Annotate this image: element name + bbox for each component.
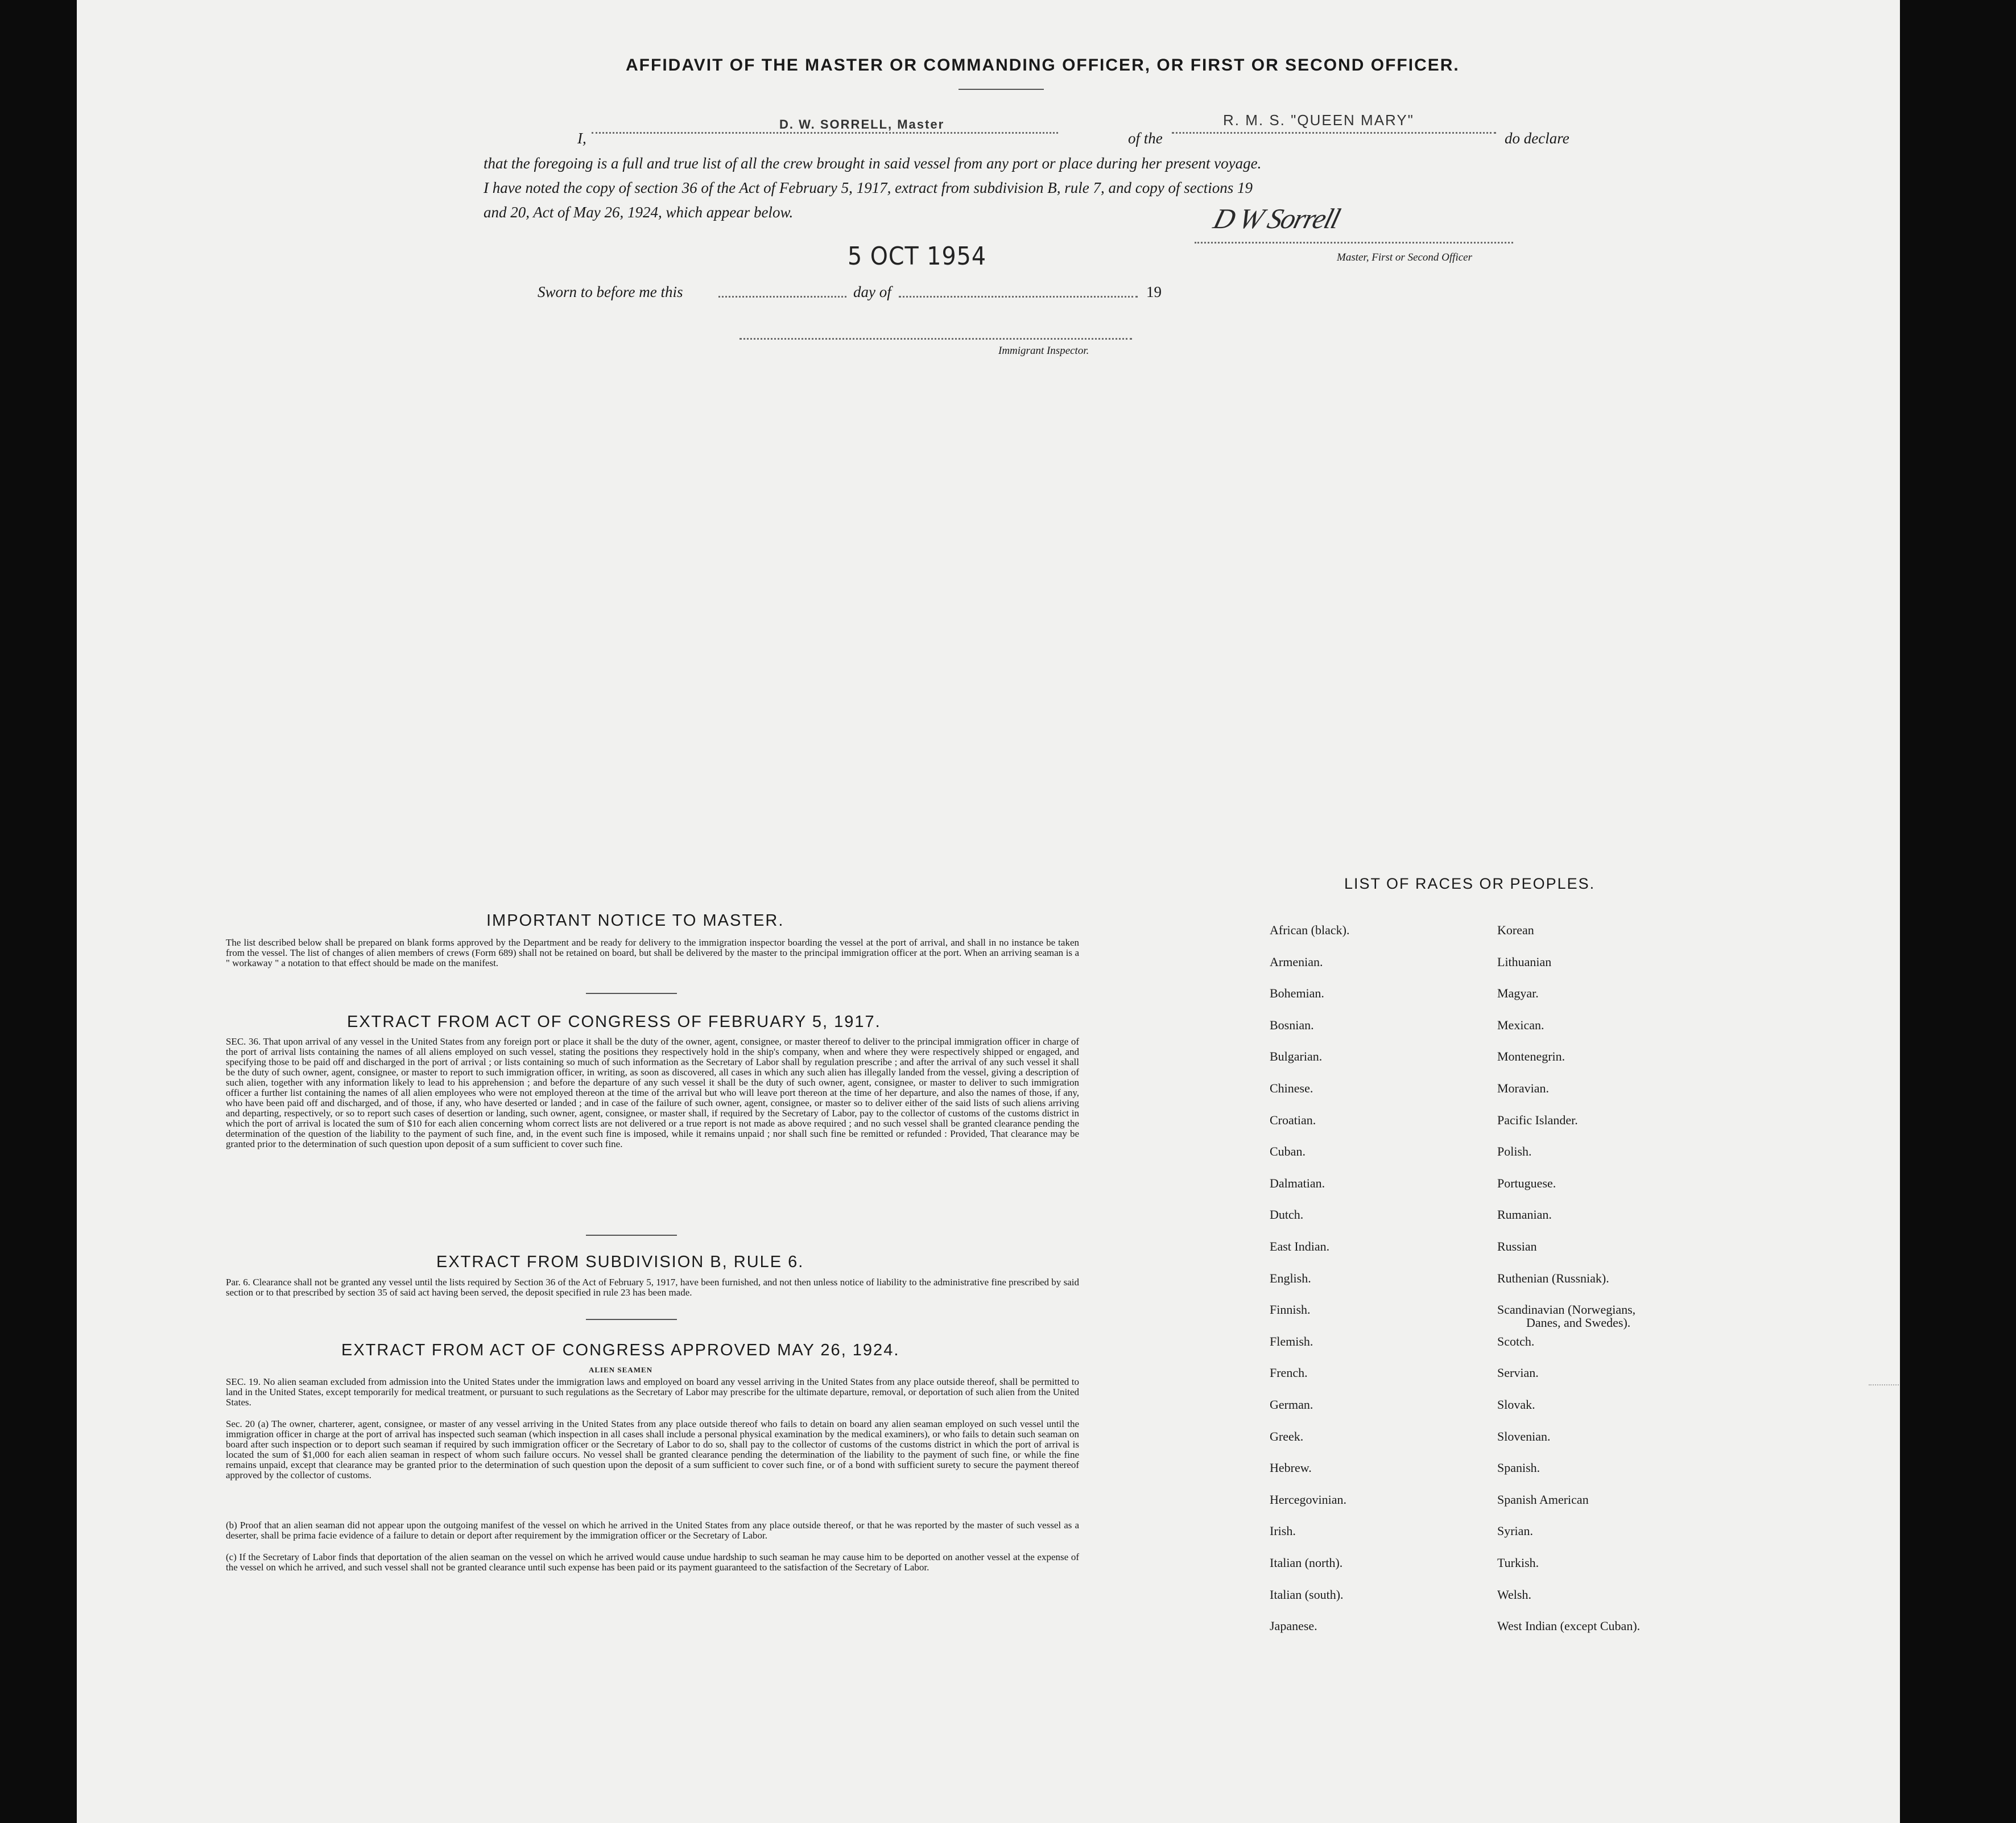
extract-1917-rule <box>586 1235 677 1236</box>
extract-1917-body: SEC. 36. That upon arrival of any vessel in the United States from any foreign port or place it shall be the duty of the owner, agent, consignee, or master thereof to deliver to the principal immigration officer in charge of the port of arrival lists containing the names of all aliens employed on such vessel, stating the positions they respectively hold in the ship's company, when and where they were respectively shipped or engaged, and specifying those to be paid off and discharged in the port of arrival ; or lists containing so much of such information as the Secretary of Labor shall by regulation prescribe ; and after the arrival of any such vessel it shall be the duty of such owner, agent, consignee, or master to report to such immigration officer, in writing, as soon as discovered, all cases in which any such alien has illegally landed from the vessel, giving a description of such alien, together with any information likely to lead to his apprehension ; and before the departure of any such vessel it shall be the duty of such owner, agent, consignee, or master to deliver to such immigration officer a further list containing the names of all alien employees who were not employed thereon at the time of the arrival but who will leave port thereon at the time of her departure, and also the names of those, if any, who have been paid off and discharged, and of those, if any, who have deserted or landed ; and in case of the failure of such owner, agent, consignee, or master so to deliver either of the said lists of such aliens arriving and departing, respectively, or so to report such cases of desertion or landing, such owner, agent, consignee, or master shall, if required by the Secretary of Labor, pay to the collector of customs of the customs district in which the port of arrival is located the sum of $10 for each alien concerning whom correct lists are not delivered or a true report is not made as above required ; and no such vessel shall be granted clearance pending the determination of the question of the liability to the payment of such fine, and, in the event such fine is imposed, while it remains unpaid ; nor shall such fine be remitted or refunded : Provided, That clearance may be granted prior to the determination of such question upon deposit of a sum sufficient to cover such fine. <box>226 1036 1079 1149</box>
race-item-right: Syrian. <box>1497 1524 1533 1538</box>
affidavit-line-1: that the foregoing is a full and true list of all the crew brought in said vessel from any port or place during her present voyage. <box>484 155 1262 172</box>
race-item-right: Turkish. <box>1497 1556 1539 1570</box>
punch-hole <box>1919 569 1949 602</box>
extract-1924-sec20a: Sec. 20 (a) The owner, charterer, agent, consignee, or master of any vessel arriving in the United States from any place outside thereof who fails to detain on board any alien seaman employed on such vessel until the immigration officer in charge at the port of arrival has inspected such seaman (which inspection in all cases shall include a personal physical examination by the medical examiners), or who fails to detain such seaman on board after such inspection or to deport such seaman if required by such immigration officer or the Secretary of Labor to do so, shall pay to the collector of customs of the customs district in which the port of arrival is located the sum of $1,000 for each alien seaman in respect of whom such failure occurs. No vessel shall be granted clearance pending the determination of the liability to the payment of such fine, or while the fine remains unpaid, except that clearance may be granted prior to the determination of such question upon the deposit of a sum sufficient to cover such fine, or of a bond with sufficient surety to secure the payment thereof approved by the collector of customs. <box>226 1418 1079 1480</box>
race-item-right: Pacific Islander. <box>1497 1113 1578 1127</box>
master-caption: Master, First or Second Officer <box>1337 251 1473 263</box>
race-item-right: Welsh. <box>1497 1587 1531 1602</box>
inspector-line <box>740 338 1132 340</box>
signature-line <box>1195 242 1513 244</box>
race-item-right: Lithuanian <box>1497 955 1552 969</box>
punch-hole <box>1919 1161 1949 1194</box>
race-item-right: Portuguese. <box>1497 1176 1556 1190</box>
race-item-left: Dalmatian. <box>1270 1176 1325 1190</box>
race-item-right: Montenegrin. <box>1497 1049 1565 1063</box>
extract-rule6-title: EXTRACT FROM SUBDIVISION B, RULE 6. <box>436 1253 804 1271</box>
race-item-left: Bulgarian. <box>1270 1049 1323 1063</box>
race-item-left: African (black). <box>1270 923 1350 937</box>
race-item-right: Slovenian. <box>1497 1429 1551 1443</box>
race-item-left: Irish. <box>1270 1524 1296 1538</box>
extract-1924-title: EXTRACT FROM ACT OF CONGRESS APPROVED MAY 26, 1924. <box>341 1341 900 1359</box>
punch-hole <box>1919 658 1949 691</box>
race-item-right: Scandinavian (Norwegians, <box>1497 1302 1636 1317</box>
race-item-left: Finnish. <box>1270 1302 1311 1317</box>
race-item-left: Chinese. <box>1270 1081 1313 1095</box>
margin-mark <box>1869 1384 1900 1385</box>
date-stamp: 5 OCT 1954 <box>848 242 987 271</box>
extract-1924-subtitle: ALIEN SEAMEN <box>589 1366 653 1374</box>
extract-rule6-body: Par. 6. Clearance shall not be granted any vessel until the lists required by Section 36 of the Act of February 5, 1917, have been furnished, and not then unless notice of liability to the administrative fine prescribed by said section or to that prescribed by section 35 of said act having been served, the deposit specified in rule 23 has been made. <box>226 1277 1079 1298</box>
notice-title: IMPORTANT NOTICE TO MASTER. <box>486 912 784 930</box>
race-item-right: Polish. <box>1497 1144 1532 1158</box>
race-item-right: Scotch. <box>1497 1334 1535 1348</box>
inspector-caption: Immigrant Inspector. <box>998 345 1089 357</box>
race-item-left: Greek. <box>1270 1429 1304 1443</box>
race-item-right: Korean <box>1497 923 1534 937</box>
affidavit-line-3: and 20, Act of May 26, 1924, which appear below. <box>484 204 794 221</box>
do-declare: do declare <box>1505 130 1569 147</box>
sworn-month-line <box>899 296 1138 298</box>
day-of-label: day of <box>853 283 891 300</box>
race-scandinavian-continuation: Danes, and Swedes). <box>1526 1315 1631 1330</box>
race-item-left: Hebrew. <box>1270 1461 1312 1475</box>
race-item-left: German. <box>1270 1397 1313 1412</box>
year-label: 19 <box>1146 283 1162 300</box>
race-item-right: Rumanian. <box>1497 1207 1552 1222</box>
race-item-right: Servian. <box>1497 1366 1539 1380</box>
sworn-day-line <box>718 296 846 298</box>
races-title: LIST OF RACES OR PEOPLES. <box>1344 875 1596 892</box>
notice-body: The list described below shall be prepared on blank forms approved by the Department and be ready for delivery to the immigration inspector boarding the vessel at the port of arrival, and shall in no instance be taken from the vessel. The list of changes of alien members of crews (Form 689) shall not be retained on board, but shall be delivered by the master to the principal immigration officer at the port. When an arriving seaman is a " workaway " a notation to that effect should be made on the manifest. <box>226 937 1079 968</box>
race-item-left: Armenian. <box>1270 955 1323 969</box>
vessel-name-line <box>1172 132 1496 134</box>
race-item-right: West Indian (except Cuban). <box>1497 1619 1641 1633</box>
race-item-left: Dutch. <box>1270 1207 1304 1222</box>
affidavit-title: AFFIDAVIT OF THE MASTER OR COMMANDING OFFICER, OR FIRST OR SECOND OFFICER. <box>626 56 1460 75</box>
punch-hole <box>1919 1511 1949 1544</box>
extract-1924-sec20c: (c) If the Secretary of Labor finds that deportation of the alien seaman on the vessel on which he arrived would cause undue hardship to such seaman he may cause him to be deported on another vessel at the expense of the vessel on which he arrived, and such vessel shall not be granted clearance until such expense has been paid or its payment guaranteed to the satisfaction of the Secretary of Labor. <box>226 1552 1079 1573</box>
race-item-right: Ruthenian (Russniak). <box>1497 1271 1609 1285</box>
punch-hole <box>1919 1246 1949 1279</box>
extract-1917-title: EXTRACT FROM ACT OF CONGRESS OF FEBRUARY 5, 1917. <box>347 1013 881 1031</box>
race-item-left: Croatian. <box>1270 1113 1316 1127</box>
race-item-right: Magyar. <box>1497 986 1539 1000</box>
race-item-left: Japanese. <box>1270 1619 1317 1633</box>
race-item-left: East Indian. <box>1270 1239 1330 1253</box>
punch-hole <box>1919 300 1949 333</box>
race-item-right: Spanish American <box>1497 1492 1589 1507</box>
race-item-left: Italian (south). <box>1270 1587 1344 1602</box>
race-item-right: Russian <box>1497 1239 1537 1253</box>
punch-hole <box>1919 1599 1949 1632</box>
race-item-right: Mexican. <box>1497 1018 1544 1032</box>
sworn-label: Sworn to before me this <box>538 283 683 300</box>
master-signature: D W Sorrell <box>1210 203 1343 234</box>
title-rule <box>959 89 1044 90</box>
race-item-left: French. <box>1270 1366 1308 1380</box>
notice-rule <box>586 993 677 994</box>
race-item-right: Slovak. <box>1497 1397 1535 1412</box>
race-item-right: Moravian. <box>1497 1081 1550 1095</box>
of-the-label: of the <box>1128 130 1163 147</box>
affidavit-line-2: I have noted the copy of section 36 of the Act of February 5, 1917, extract from subdivision B, rule 7, and copy of sections 19 <box>484 179 1253 196</box>
master-name-line <box>592 132 1058 134</box>
race-item-left: Flemish. <box>1270 1334 1313 1348</box>
race-item-left: Bosnian. <box>1270 1018 1314 1032</box>
master-name: D. W. SORRELL, Master <box>779 117 945 131</box>
race-item-left: Bohemian. <box>1270 986 1324 1000</box>
race-item-left: English. <box>1270 1271 1311 1285</box>
race-item-left: Hercegovinian. <box>1270 1492 1346 1507</box>
extract-rule6-rule <box>586 1319 677 1320</box>
extract-1924-sec20b: (b) Proof that an alien seaman did not appear upon the outgoing manifest of the vessel on which he arrived in the United States from any place outside thereof, or that he was reported by the master of such vessel as a deserter, shall be prima facie evidence of a failure to detain or deport after requirement by the immigration officer or the Secretary of Labor. <box>226 1520 1079 1541</box>
extract-1924-sec19: SEC. 19. No alien seaman excluded from admission into the United States under the immigration laws and employed on board any vessel arriving in the United States from any place outside thereof, shall be permitted to land in the United States, except temporarily for medical treatment, or pursuant to such regulations as the Secretary of Labor may prescribe for the ultimate departure, removal, or deportation of such alien from the United States. <box>226 1376 1079 1408</box>
binding-tab <box>1900 0 2016 165</box>
race-item-left: Italian (north). <box>1270 1556 1343 1570</box>
i-label: I, <box>577 130 586 147</box>
punch-hole <box>1919 213 1949 246</box>
document-page <box>77 0 1900 1823</box>
race-item-left: Cuban. <box>1270 1144 1306 1158</box>
race-item-right: Spanish. <box>1497 1461 1540 1475</box>
vessel-name: R. M. S. "QUEEN MARY" <box>1223 112 1414 129</box>
